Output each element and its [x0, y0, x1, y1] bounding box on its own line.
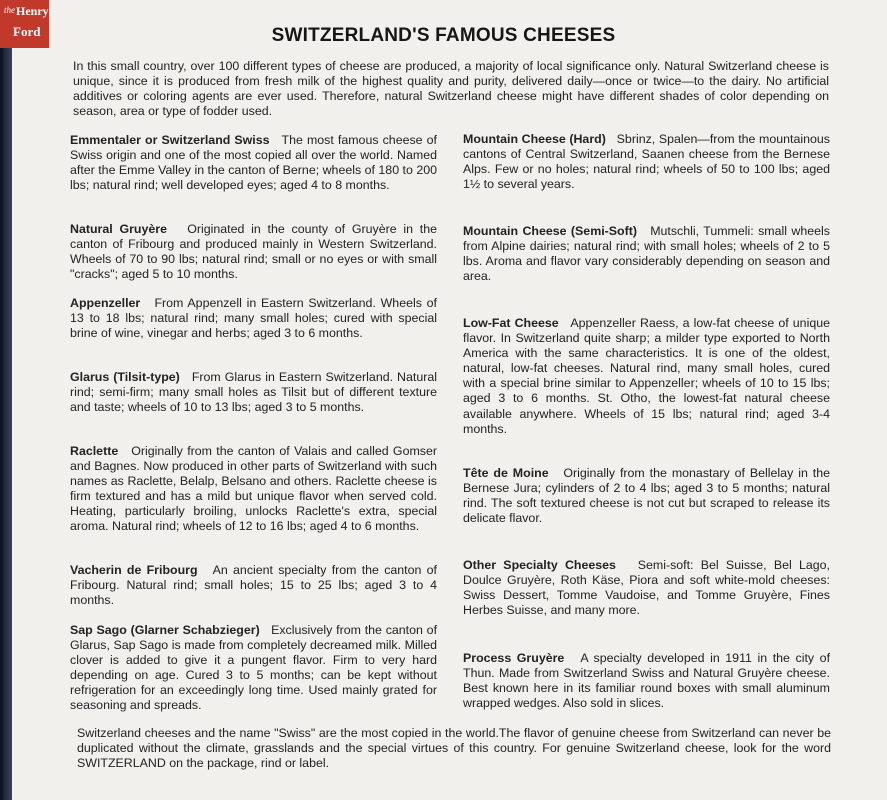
cheese-name: Process Gruyère: [463, 651, 565, 665]
cheese-description: Appenzeller Raess, a low-fat cheese of unique flavor. In Switzerland quite sharp; a milder type exported to North America with the same characteristics. It is one of the oldest, natural, low-fat cheeses. Natural rind, many small holes, cured with a special brine similar to Appenzeller; wheels of 10 to 15 lbs; aged 3 to 6 months. St. Otho, the lowest-fat natural cheese available anywhere. Wheels of 15 lbs; natural rind; aged 3-4 months.: [463, 316, 830, 436]
cheese-name: Low-Fat Cheese: [463, 316, 559, 330]
cheese-description: Exclusively from the canton of Glarus, Sap Sago is made from completely decreamed milk. Milled clover is added to give it a pungent flavor. Firm to very hard depending on age. Cured 3 to 5 months; can be kept without refrigeration for an exceedingly long time. Used mainly grated for seasoning and spreads.: [70, 623, 438, 713]
cheese-name: Other Specialty Cheeses: [463, 558, 616, 572]
cheese-entry-mountain-hard: [463, 132, 830, 192]
cheese-description: An ancient specialty from the canton of Fribourg. Natural rind; small holes; 15 to 25 lbs; aged 3 to 4 months.: [70, 563, 437, 608]
cheese-name: Tête de Moine: [463, 466, 549, 480]
page-title: SWITZERLAND'S FAMOUS CHEESES: [271, 25, 616, 46]
cheese-description: From Glarus in Eastern Switzerland. Natural rind; semi-firm; many small holes as Tilsit but of different texture and taste; wheels of 10 to 13 lbs; aged 3 to 5 months.: [70, 370, 437, 415]
cheese-description: Originated in the county of Gruyère in the canton of Fribourg and produced mainly in Western Switzerland. Wheels of 70 to 90 lbs; natural rind; small or no eyes or with small "cracks"; aged 5 to 10 months.: [70, 222, 438, 282]
cheese-entry-process-gruyere: [463, 651, 830, 711]
intro-paragraph: In this small country, over 100 different types of cheese are produced, a majority of local significance only. Natural Switzerland cheese is unique, since it is produced from fresh milk of the highest quality and purity, delivered daily—once or twice—to the dairy. No artificial additives or coloring agents are ever used. Therefore, natural Switzerland cheese might have different shades of color depending on season, area or type of fodder used.: [73, 59, 829, 119]
cheese-description: Originally from the monastary of Bellelay in the Bernese Jura; cylinders of 2 to 4 lbs; aged 3 to 5 months; natural rind. The soft textured cheese is not cut but scraped to release its delicate flavor.: [463, 466, 830, 526]
cheese-name: Appenzeller: [70, 296, 141, 310]
footer-paragraph: Switzerland cheeses and the name "Swiss" are the most copied in the world.The flavor of genuine cheese from Switzerland can never be duplicated without the climate, grasslands and the special virtues of this country. For genuine Switzerland cheese, look for the word SWITZERLAND on the package, rind or label.: [77, 726, 831, 771]
cheese-entry-vacherin: [70, 563, 437, 608]
cheese-name: Natural Gruyère: [70, 222, 167, 236]
cheese-name: Mountain Cheese (Semi-Soft): [463, 224, 637, 238]
cheese-description: Sbrinz, Spalen—from the mountainous cantons of Central Switzerland, Saanen cheese from the Bernese Alps. Few or no holes; natural rind; wheels of 50 to 100 lbs; aged 1½ to several years.: [463, 132, 830, 192]
cheese-entry-raclette: [70, 444, 437, 535]
henry-ford-logo: the Henry Ford: [0, 0, 49, 48]
cheese-description: A specialty developed in 1911 in the city of Thun. Made from Switzerland Swiss and Natural Gruyère cheese. Best known here in its familiar round boxes with small aluminum wrapped wedges. Also sold in slices.: [463, 651, 831, 711]
cheese-entry-other-specialty: [463, 558, 830, 618]
cheese-name: Mountain Cheese (Hard): [463, 132, 606, 146]
cheese-entry-emmentaler: [70, 133, 437, 193]
cheese-name: Emmentaler or Switzerland Swiss: [70, 133, 270, 147]
cheese-description: Originally from the canton of Valais and called Gomser and Bagnes. Now produced in other parts of Switzerland with such names as Raclette, Belalp, Belsano and others. Raclette cheese is firm textured and has a mild but unique flavor when served cold. Heating, particularly broiling, unlocks Raclette's extra, special aroma. Natural rind; wheels of 12 to 16 lbs; aged 4 to 6 months.: [70, 444, 437, 534]
cheese-entry-gruyere: [70, 222, 437, 282]
cheese-description: Semi-soft: Bel Suisse, Bel Lago, Doulce Gruyère, Roth Käse, Piora and soft white-mold cheeses: Swiss Dessert, Tomme Vaudoise, and Tomme Gruyère, Fines Herbes Suisse, and many more.: [463, 558, 831, 618]
cheese-name: Sap Sago (Glarner Schabzieger): [70, 623, 260, 637]
cheese-entry-low-fat: [463, 316, 830, 437]
page-edge: [3, 0, 12, 800]
cheese-name: Raclette: [70, 444, 119, 458]
cheese-entry-sap-sago: [70, 623, 437, 714]
cheese-name: Glarus (Tilsit-type): [70, 370, 180, 384]
cheese-description: From Appenzell in Eastern Switzerland. Wheels of 13 to 18 lbs; natural rind; many small holes; cured with special brine of wine, vinegar and herbs; aged 3 to 6 months.: [70, 296, 437, 341]
cheese-entry-appenzeller: [70, 296, 437, 341]
cheese-entry-tete-de-moine: [463, 466, 830, 526]
cheese-description: The most famous cheese of Swiss origin and one of the most copied all over the world. Named after the Emme Valley in the canton of Berne; wheels of 180 to 200 lbs; natural rind; well developed eyes; aged 4 to 8 months.: [70, 133, 437, 193]
cheese-name: Vacherin de Fribourg: [70, 563, 198, 577]
cheese-entry-glarus: [70, 370, 437, 415]
cheese-entry-mountain-semi-soft: [463, 224, 830, 284]
cheese-description: Mutschli, Tummeli: small wheels from Alpine dairies; natural rind; with small holes; wheels of 2 to 5 lbs. Aroma and flavor vary considerably depending on season and area.: [463, 224, 830, 284]
